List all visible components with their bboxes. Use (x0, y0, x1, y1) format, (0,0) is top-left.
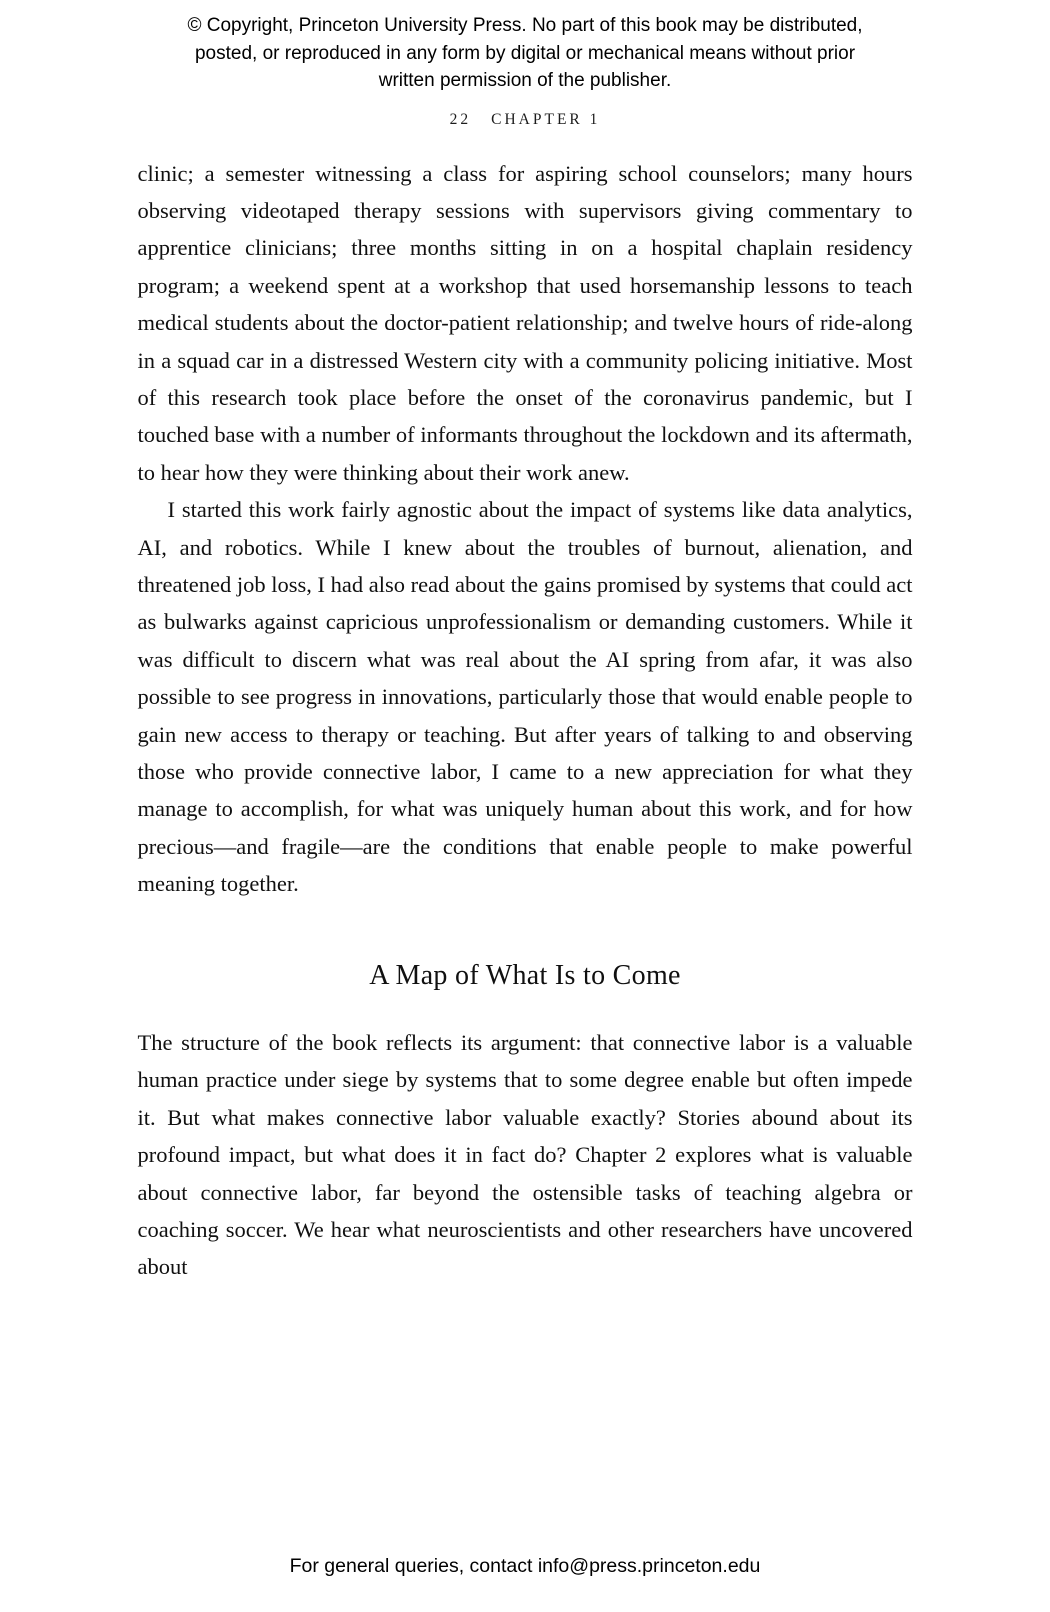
running-head (0, 111, 1050, 129)
body-text (138, 155, 913, 1286)
book-page (0, 12, 1050, 1612)
copyright-notice: © Copyright, Princeton University Press. No part of this book may be distributed, posted, or reproduced in any form by digital or mechanical means without prior written permission of the publisher. (187, 15, 863, 91)
page-number: 22 (449, 110, 472, 128)
body-paragraph: I started this work fairly agnostic about the impact of systems like data analytics, AI, and robotics. While I knew about the troubles of burnout, alienation, and threatened job loss, I had also read about the gains promised by systems that could act as bulwarks against capricious unprofessionalism or demanding customers. While it was difficult to discern what was real about the AI spring from afar, it was also possible to see progress in innovations, particularly those that would enable people to gain new access to therapy or teaching. But after years of talking to and observing those who provide connective labor, I came to a new appreciation for what they manage to accomplish, for what was uniquely human about this work, and for how precious—and fragile—are the conditions that enable people to make powerful meaning together. (137, 497, 913, 897)
body-paragraph: The structure of the book reflects its argument: that connective labor is a valuable human practice under siege by systems that to some degree enable but often impede it. But what makes connective labor valuable exactly? Stories abound about its profound impact, but what does it in fact do? Chapter 2 explores what is valuable about connective labor, far beyond the ostensible tasks of teaching algebra or coaching soccer. We hear what neuroscientists and other researchers have uncovered about (137, 1030, 913, 1280)
section-heading: A Map of What Is to Come (369, 959, 681, 991)
chapter-label: CHAPTER 1 (491, 110, 601, 128)
body-paragraph: clinic; a semester witnessing a class for aspiring school counselors; many hours observing videotaped therapy sessions with supervisors giving commentary to apprentice clinicians; three months sitting in on a hospital chaplain residency program; a weekend spent at a workshop that used horsemanship lessons to teach medical students about the doctor-patient relationship; and twelve hours of ride-along in a squad car in a distressed Western city with a community policing initiative. Most of this research took place before the onset of the coronavirus pandemic, but I touched base with a number of informants throughout the lockdown and its aftermath, to hear how they were thinking about their work anew. (137, 160, 913, 485)
footer-contact: For general queries, contact info@press.princeton.edu (289, 1555, 761, 1577)
